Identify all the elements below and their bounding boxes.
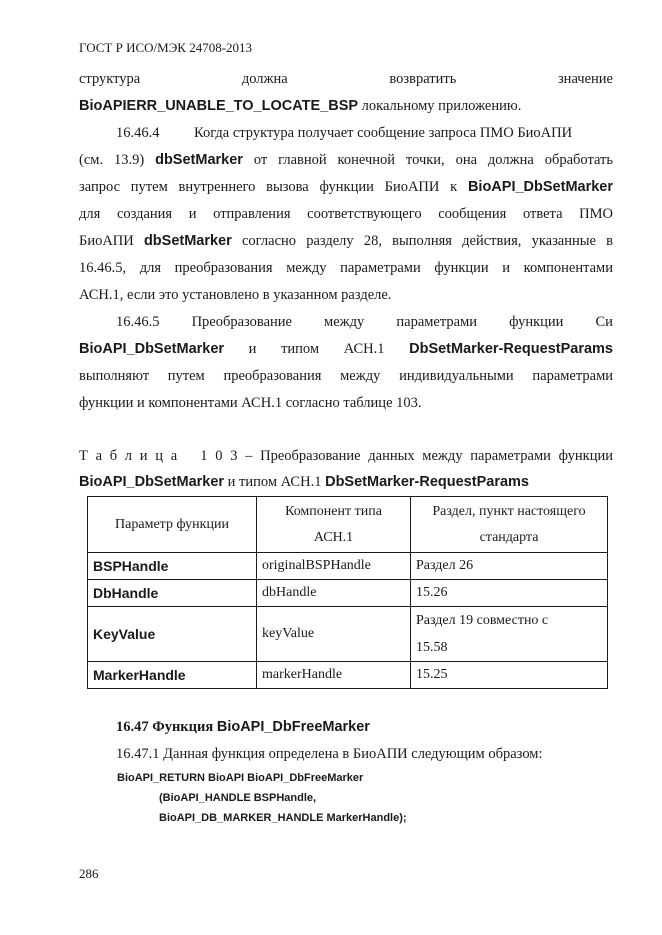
table-cell: BSPHandle: [88, 553, 257, 580]
word: Преобразование: [191, 314, 292, 330]
word: структура: [79, 71, 141, 87]
header-line: АСН.1: [313, 529, 354, 545]
word: создания: [116, 206, 173, 222]
code-line: BioAPI_RETURN BioAPI BioAPI_DbFreeMarker: [117, 772, 364, 784]
table-row: [88, 607, 608, 662]
code-term: dbSetMarker: [143, 233, 232, 249]
heading-text: 16.47 Функция: [116, 719, 217, 735]
word: должна: [241, 71, 288, 87]
word: для: [79, 206, 101, 222]
column-header: [411, 497, 608, 553]
word: функции: [509, 314, 564, 330]
text: локальному приложению.: [358, 98, 522, 114]
paragraph-line: [79, 97, 613, 115]
word: АСН.1: [343, 341, 385, 357]
table-cell: markerHandle: [257, 662, 411, 689]
word: значение: [557, 71, 613, 87]
word: сообщения: [438, 206, 507, 222]
table-row: [88, 553, 608, 580]
paragraph-line: [79, 340, 613, 358]
table-cell: dbHandle: [257, 580, 411, 607]
column-header: [257, 497, 411, 553]
table-caption: [79, 473, 613, 491]
code-term: BioAPIERR_UNABLE_TO_LOCATE_BSP: [79, 98, 359, 114]
code-term: DbSetMarker-RequestParams: [409, 341, 613, 357]
word: ответа: [522, 206, 563, 222]
paragraph-line: [79, 70, 613, 88]
cell-line: Раздел 19 совместно с: [416, 613, 549, 628]
code-term: BioAPI_DbFreeMarker: [216, 719, 370, 735]
document-header: ГОСТ Р ИСО/МЭК 24708-2013: [79, 40, 253, 55]
code-term: BioAPI_DbSetMarker: [467, 179, 613, 195]
text: Когда структура получает сообщение запроса ПМО БиоАПИ: [194, 125, 573, 141]
table-cell: originalBSPHandle: [257, 553, 411, 580]
code-line: BioAPI_DB_MARKER_HANDLE MarkerHandle);: [159, 812, 407, 824]
word: и: [248, 341, 257, 357]
paragraph-line: [116, 313, 613, 331]
word: возвратить: [389, 71, 457, 87]
paragraph-line: [79, 205, 613, 223]
page-number: 286: [79, 866, 99, 881]
header-line: стандарта: [479, 529, 539, 545]
table-cell: [411, 607, 608, 662]
table-cell: Раздел 26: [411, 553, 608, 580]
text: согласно разделу 28, выполняя действия, указанные в: [231, 233, 613, 249]
word: отправления: [213, 206, 291, 222]
word: параметрами: [396, 314, 478, 330]
cell-line: 15.58: [416, 640, 448, 655]
paragraph-line: функции и компонентами АСН.1 согласно таблице 103.: [79, 395, 422, 411]
code-line: (BioAPI_HANDLE BSPHandle,: [159, 792, 317, 804]
data-table: [87, 496, 608, 689]
section-heading: [116, 718, 613, 736]
paragraph-line: [79, 178, 613, 196]
text: от главной конечной точки, она должна обработать: [242, 152, 613, 168]
code-term: DbSetMarker-RequestParams: [325, 474, 529, 490]
text: (см. 13.9): [79, 152, 156, 168]
word: ПМО: [579, 206, 613, 222]
word: между: [324, 314, 365, 330]
text: запрос путем внутреннего вызова функции БиоАПИ к: [79, 179, 468, 195]
word: и: [188, 206, 197, 222]
paragraph-line: [79, 151, 613, 169]
word: типом: [281, 341, 320, 357]
table-cell: DbHandle: [88, 580, 257, 607]
table-cell: keyValue: [257, 607, 411, 662]
code-term: BioAPI_DbSetMarker: [79, 474, 225, 490]
table-cell: MarkerHandle: [88, 662, 257, 689]
table-row: [88, 662, 608, 689]
code-term: BioAPI_DbSetMarker: [79, 341, 225, 357]
text: и типом АСН.1: [224, 474, 326, 490]
table-caption: [79, 447, 613, 465]
caption-label: Т а б л и ц а 1 0 3: [79, 448, 238, 464]
word: Си: [595, 314, 613, 330]
table-header-row: [88, 497, 608, 553]
paragraph-line: [79, 124, 613, 142]
paragraph-line: 16.46.5, для преобразования между параметрами функции и компонентами: [79, 260, 613, 276]
paragraph-line: выполняют путем преобразования между индивидуальными параметрами: [79, 368, 613, 384]
code-term: dbSetMarker: [155, 152, 243, 168]
paragraph-line: АСН.1, если это установлено в указанном разделе.: [79, 287, 392, 303]
table-cell: KeyValue: [88, 607, 257, 662]
table-cell: 15.25: [411, 662, 608, 689]
column-header: Параметр функции: [88, 497, 257, 553]
header-line: Компонент типа: [285, 503, 382, 519]
word: соответствующего: [307, 206, 422, 222]
caption-text: – Преобразование данных между параметрами функции: [237, 448, 613, 464]
table-row: [88, 580, 608, 607]
header-line: Раздел, пункт настоящего: [432, 503, 586, 519]
paragraph-line: [79, 232, 613, 250]
clause-number: 16.46.5: [116, 314, 160, 330]
text: БиоАПИ: [79, 233, 144, 249]
clause-number: 16.46.4: [116, 125, 160, 141]
paragraph-line: 16.47.1 Данная функция определена в БиоАПИ следующим образом:: [116, 746, 543, 762]
table-cell: 15.26: [411, 580, 608, 607]
